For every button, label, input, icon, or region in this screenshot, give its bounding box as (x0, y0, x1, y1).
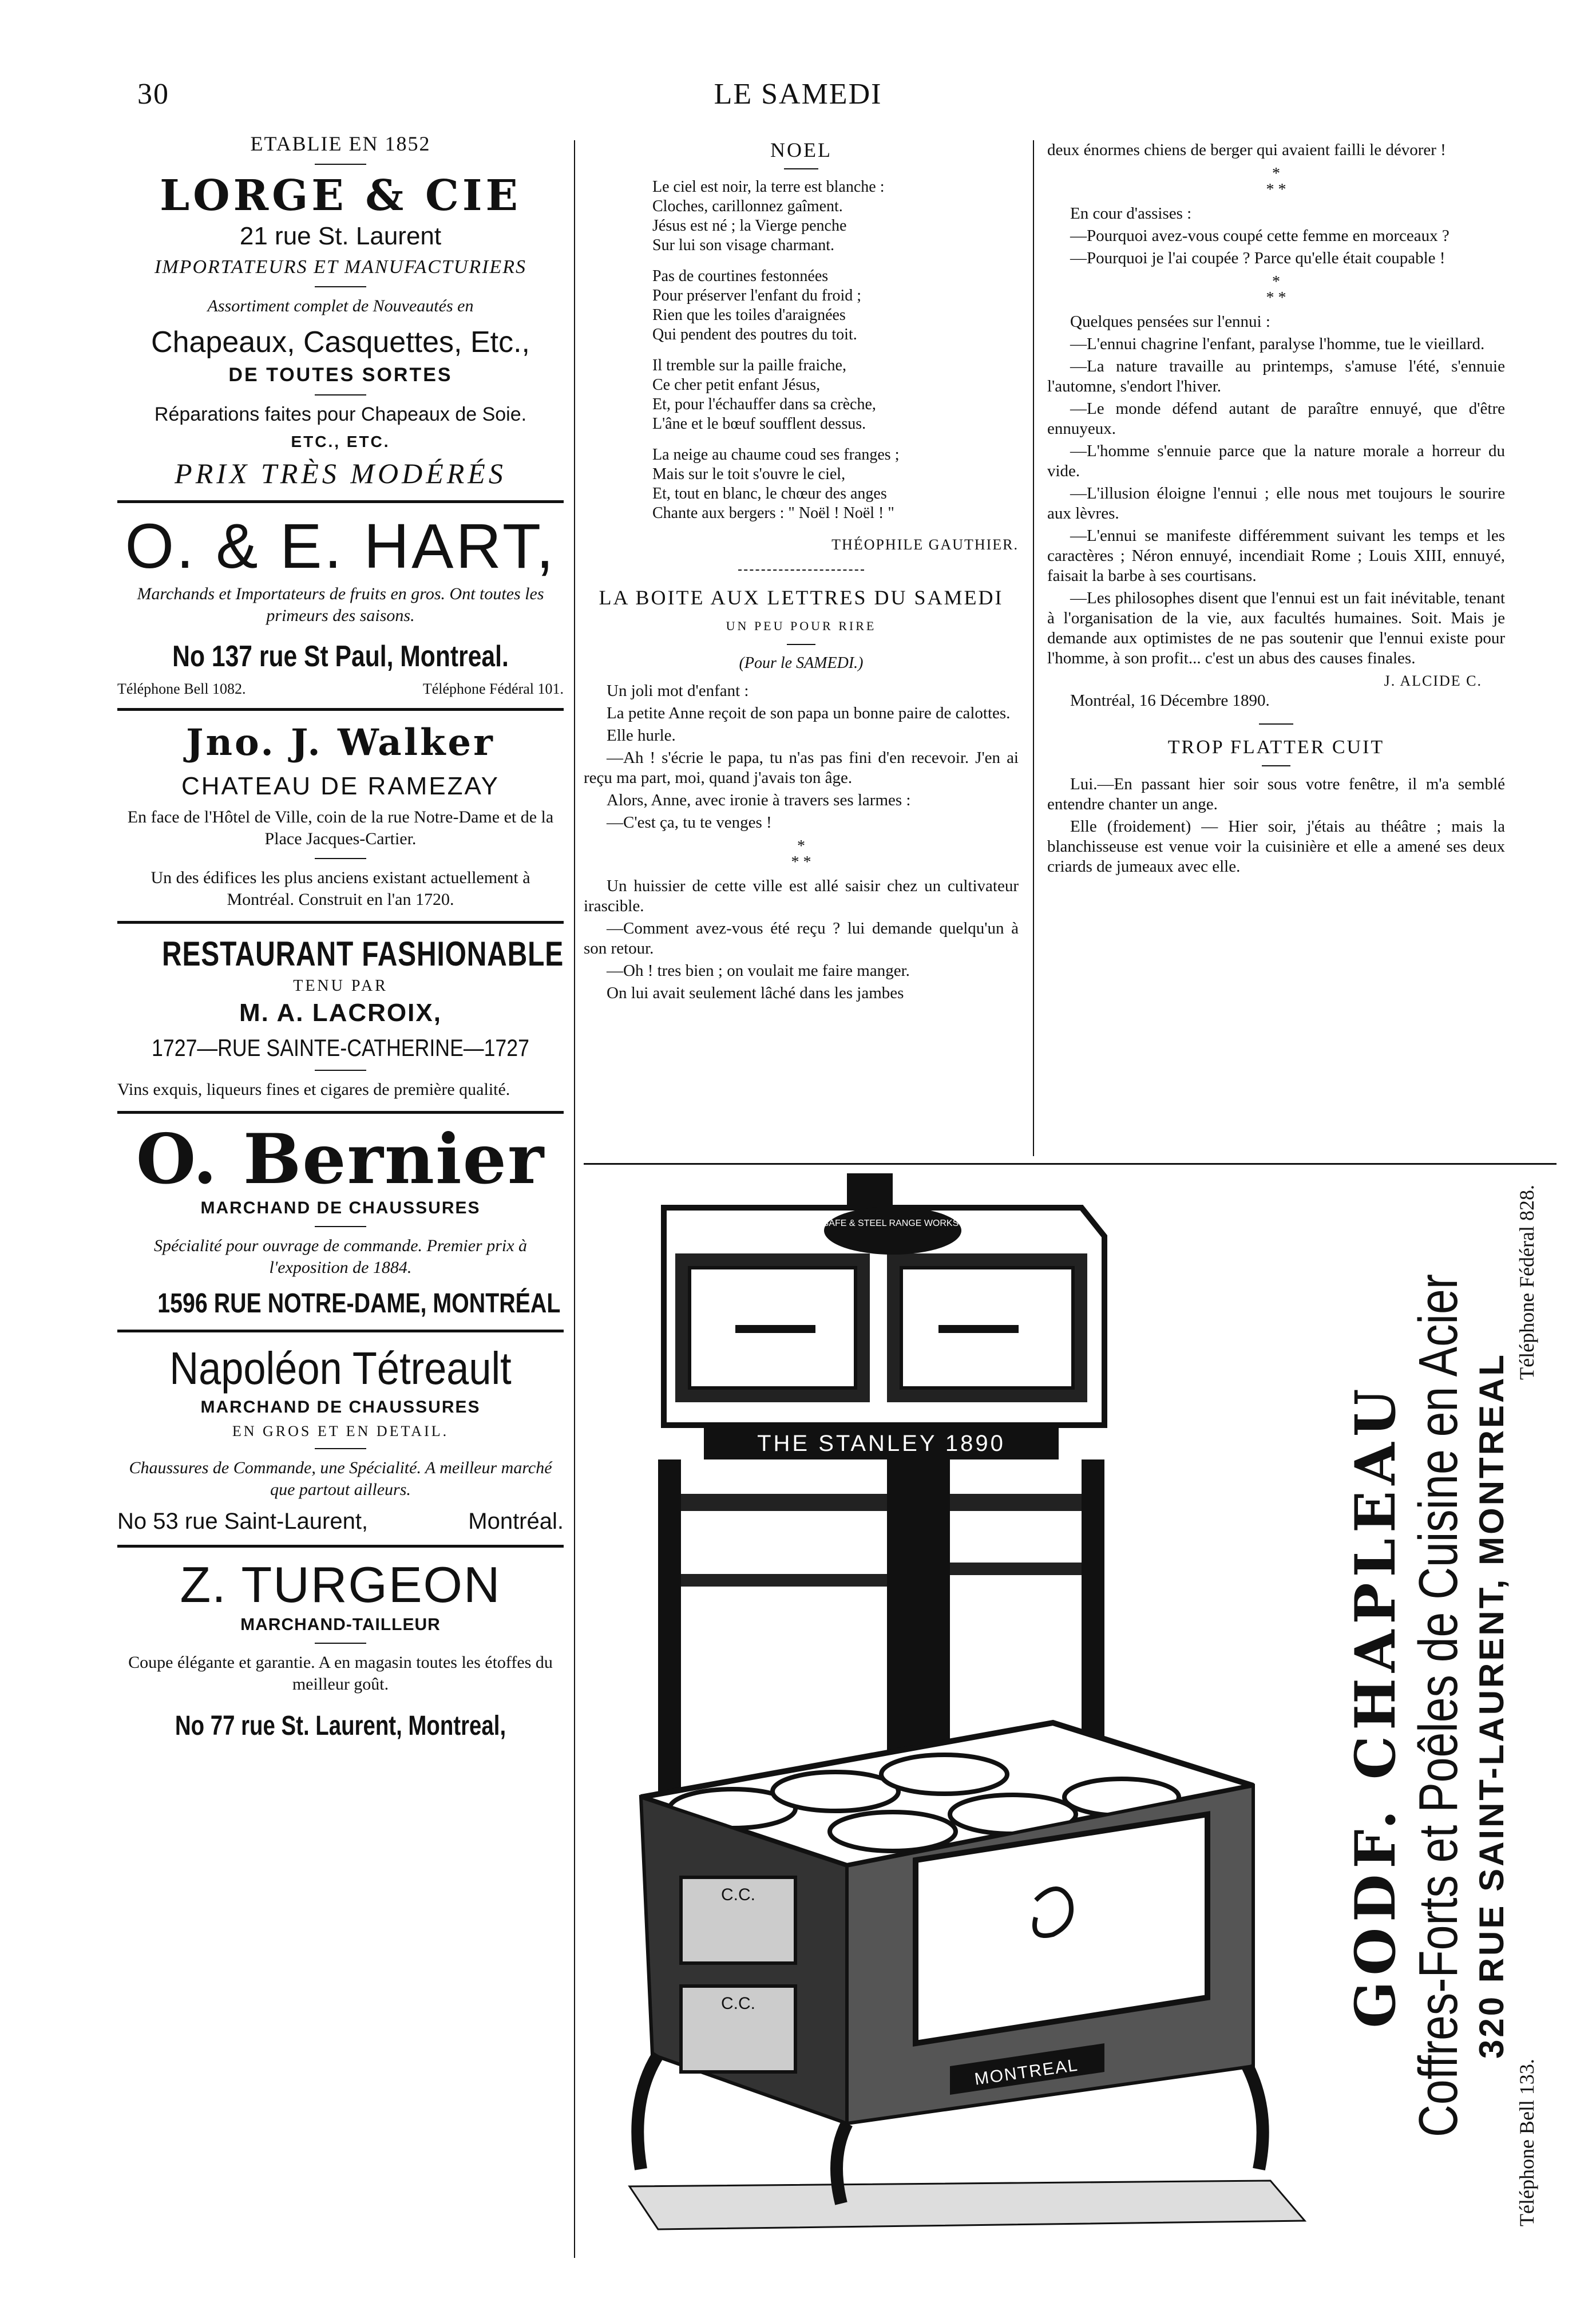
middle-column (584, 140, 1019, 1006)
paragraph: Alors, Anne, avec ironie à travers ses larmes : (607, 791, 911, 809)
hart-name: O. & E. HART, (125, 511, 556, 582)
divider (117, 1111, 564, 1114)
turgeon-ad (117, 1558, 564, 1742)
door-label: C.C. (721, 1885, 755, 1904)
poem-line: Le ciel est noir, la terre est blanche : (652, 178, 885, 196)
paragraph: Lui.—En passant hier soir sous votre fenêtre, il m'a semblé entendre chanter un ange. (1047, 775, 1505, 813)
noel-author: THÉOPHILE GAUTHIER. (831, 536, 1019, 553)
restaurant-name: RESTAURANT FASHIONABLE (162, 935, 564, 973)
right-column (1047, 140, 1505, 879)
divider (117, 500, 564, 503)
chapleau-products: Coffres-Forts et Poêles de Cuisine en Acier (1408, 1273, 1469, 2138)
asterism: * * * (1266, 165, 1286, 199)
walker-name: Jno. J. Walker (186, 721, 495, 764)
paragraph: —Pourquoi avez-vous coupé cette femme en morceaux ? (1070, 227, 1450, 245)
boite-title: LA BOITE AUX LETTRES DU SAMEDI (599, 586, 1004, 609)
poem-line: Chante aux bergers : " Noël ! Noël ! " (652, 504, 894, 522)
poem-line: Mais sur le toit s'ouvre le ciel, (652, 465, 846, 483)
lorge-trade: IMPORTATEURS ET MANUFACTURIERS (155, 256, 526, 278)
poem-line: Pas de courtines festonnées (652, 267, 829, 285)
chapleau-phone-bell: Téléphone Bell 133. (1515, 2059, 1538, 2226)
poem-line: Sur lui son visage charmant. (652, 236, 835, 254)
poem-line: L'âne et le bœuf soufflent dessus. (652, 415, 866, 433)
walker-history: Un des édifices les plus anciens existant actuellement à Montréal. Construit en l'an 1720. (151, 868, 530, 909)
lorge-address: 21 rue St. Laurent (239, 222, 442, 250)
tetreault-address-city: Montréal. (468, 1509, 564, 1534)
bernier-name: O. Bernier (136, 1119, 545, 1200)
door-label: C.C. (721, 1994, 755, 2013)
paragraph: —L'ennui se manifeste différemment suivant les temps et les caractères ; Néron ennuyé, incendiait Rome ; Louis XIII, ennuyé, faisait la barbe à ses courtisans. (1047, 527, 1505, 585)
paragraph: —Les philosophes disent que l'ennui est un fait inévitable, tenant à l'organisation de la vie, aux facultés humaines. Soit. Mais je demande aux optimistes de ne pas soutenir que l'ennui existe pour l'homme, à son profit... c'est un abus des causes finales. (1047, 589, 1505, 667)
divider (117, 1545, 564, 1548)
poem-line: Rien que les toiles d'araignées (652, 306, 846, 324)
paragraph: Un joli mot d'enfant : (607, 682, 749, 700)
bernier-specialty: Spécialité pour ouvrage de commande. Premier prix à l'exposition de 1884. (153, 1236, 528, 1277)
restaurant-ad (117, 934, 564, 1101)
bernier-trade: MARCHAND DE CHAUSSURES (200, 1199, 481, 1217)
poem-line: Cloches, carillonnez gaîment. (652, 197, 843, 215)
masthead: LE SAMEDI (714, 78, 882, 110)
paragraph: —La nature travaille au printemps, s'amuse l'été, s'ennuie l'automne, s'endort l'hiver. (1047, 357, 1505, 395)
walker-ad (117, 721, 564, 911)
trop-flatter-title: TROP FLATTER CUIT (1167, 737, 1385, 758)
divider (738, 569, 864, 571)
signature: J. ALCIDE C. (1384, 673, 1482, 689)
turgeon-address: No 77 rue St. Laurent, Montreal, (175, 1711, 506, 1741)
column-rule (574, 140, 575, 2258)
lorge-ad (117, 132, 564, 490)
lorge-repairs: Réparations faites pour Chapeaux de Soie. (154, 404, 527, 425)
hart-desc: Marchands et Importateurs de fruits en gros. Ont toutes les primeurs des saisons. (137, 584, 544, 625)
poem-line: Il tremble sur la paille fraiche, (652, 357, 846, 374)
boite-subtitle: UN PEU POUR RIRE (726, 619, 877, 633)
hart-ad (117, 513, 564, 698)
divider (117, 1330, 564, 1332)
lorge-name: LORGE & CIE (160, 171, 521, 220)
tetreault-address-street: No 53 rue Saint-Laurent, (117, 1509, 369, 1534)
oven-nameplate: MONTREAL (973, 2055, 1080, 2089)
page-number: 30 (137, 78, 169, 110)
lorge-established: ETABLIE EN 1852 (250, 132, 431, 155)
column-rule (1033, 140, 1034, 1156)
hart-phone-bell: Téléphone Bell 1082. (117, 681, 246, 697)
stanley-range-engraving (589, 1173, 1316, 2238)
restaurant-kept-by: TENU PAR (293, 977, 388, 995)
paragraph: Quelques pensées sur l'ennui : (1070, 313, 1270, 331)
paragraph: —L'homme s'ennuie parce que la nature morale a horreur du vide. (1047, 442, 1505, 480)
paragraph: Un huissier de cette ville est allé saisir chez un cultivateur irascible. (584, 877, 1019, 915)
paragraph: Elle (froidement) — Hier soir, j'étais au théâtre ; mais la blanchisseuse est venue voir la cuisinière et elle a amené ses deux criards de jumeaux avec elle. (1047, 817, 1505, 876)
restaurant-desc: Vins exquis, liqueurs fines et cigares de première qualité. (117, 1080, 510, 1099)
divider (117, 708, 564, 711)
divider (584, 1163, 1557, 1165)
lorge-prices: PRIX TRÈS MODÉRÉS (175, 457, 506, 489)
poem-line: Jésus est né ; la Vierge penche (652, 217, 847, 235)
lorge-kinds: DE TOUTES SORTES (228, 364, 453, 386)
bernier-address: 1596 RUE NOTRE-DAME, MONTRÉAL (157, 1288, 561, 1319)
paragraph: —L'ennui chagrine l'enfant, paralyse l'homme, tue le vieillard. (1070, 335, 1485, 353)
stove-plaque: DOMINION SAFE & STEEL RANGE WORKS MONTREAL (773, 1219, 1012, 1228)
restaurant-owner: M. A. LACROIX, (239, 999, 442, 1027)
restaurant-address: 1727—RUE SAINTE-CATHERINE—1727 (152, 1034, 529, 1061)
chapleau-ad (1316, 1173, 1568, 2238)
lorge-products: Chapeaux, Casquettes, Etc., (151, 326, 530, 359)
paragraph: —Le monde défend autant de paraître ennuyé, que d'être ennuyeux. (1047, 400, 1505, 438)
stove-illustration (589, 1173, 1316, 2238)
paragraph: Elle hurle. (607, 726, 676, 745)
paragraph: —C'est ça, tu te venges ! (607, 813, 772, 832)
noel-title: NOEL (770, 139, 832, 161)
paragraph: deux énormes chiens de berger qui avaient failli le dévorer ! (1047, 141, 1446, 159)
walker-place: CHATEAU DE RAMEZAY (181, 772, 500, 800)
paragraph: —L'illusion éloigne l'ennui ; elle nous met toujours le sourire aux lèvres. (1047, 484, 1505, 523)
lorge-etc: ETC., ETC. (291, 433, 390, 450)
tetreault-trade: MARCHAND DE CHAUSSURES (200, 1398, 481, 1417)
turgeon-name: Z. TURGEON (180, 1556, 501, 1613)
tetreault-ad (117, 1343, 564, 1534)
poem-line: La neige au chaume coud ses franges ; (652, 446, 900, 464)
paragraph: La petite Anne reçoit de son papa un bonne paire de calottes. (607, 704, 1011, 722)
advertisement-column (117, 132, 564, 1742)
paragraph: On lui avait seulement lâché dans les jambes (607, 984, 904, 1002)
boite-for: (Pour le SAMEDI.) (739, 654, 864, 672)
turgeon-trade: MARCHAND-TAILLEUR (240, 1615, 441, 1634)
stove-brand: THE STANLEY 1890 (757, 1431, 1005, 1456)
paragraph: —Oh ! tres bien ; on voulait me faire manger. (607, 962, 910, 980)
walker-location: En face de l'Hôtel de Ville, coin de la rue Notre-Dame et de la Place Jacques-Cartier. (127, 808, 554, 848)
tetreault-name: Napoléon Tétreault (169, 1343, 512, 1394)
hart-address: No 137 rue St Paul, Montreal. (172, 640, 509, 673)
paragraph: —Comment avez-vous été reçu ? lui demande quelqu'un à son retour. (584, 919, 1019, 958)
noel-poem (584, 177, 1019, 523)
tetreault-mode: EN GROS ET EN DETAIL. (232, 1423, 449, 1439)
paragraph: En cour d'assises : (1070, 204, 1192, 223)
divider (117, 921, 564, 924)
poem-line: Ce cher petit enfant Jésus, (652, 376, 821, 394)
asterism: * * * (791, 837, 811, 871)
chapleau-name: GODF. CHAPLEAU (1343, 1383, 1408, 2028)
poem-line: Pour préserver l'enfant du froid ; (652, 287, 862, 304)
turgeon-desc: Coupe élégante et garantie. A en magasin toutes les étoffes du meilleur goût. (128, 1653, 553, 1694)
paragraph: —Ah ! s'écrie le papa, tu n'as pas fini d'en recevoir. J'en ai reçu ma part, moi, quand j'avais ton âge. (584, 749, 1019, 787)
chapleau-phone-federal: Téléphone Fédéral 828. (1515, 1185, 1538, 1380)
dateline: Montréal, 16 Décembre 1890. (1070, 691, 1270, 710)
poem-line: Et, tout en blanc, le chœur des anges (652, 485, 887, 503)
asterism: * * * (1266, 273, 1286, 307)
bernier-ad (117, 1119, 564, 1319)
poem-line: Qui pendent des poutres du toit. (652, 326, 857, 343)
lorge-assortment: Assortiment complet de Nouveautés en (207, 296, 474, 315)
chapleau-address: 320 RUE SAINT-LAURENT, MONTREAL (1472, 1352, 1511, 2059)
paragraph: —Pourquoi je l'ai coupée ? Parce qu'elle était coupable ! (1070, 249, 1445, 267)
tetreault-specialty: Chaussures de Commande, une Spécialité. A meilleur marché que partout ailleurs. (129, 1458, 552, 1499)
poem-line: Et, pour l'échauffer dans sa crèche, (652, 395, 876, 413)
hart-phone-federal: Téléphone Fédéral 101. (422, 681, 564, 697)
